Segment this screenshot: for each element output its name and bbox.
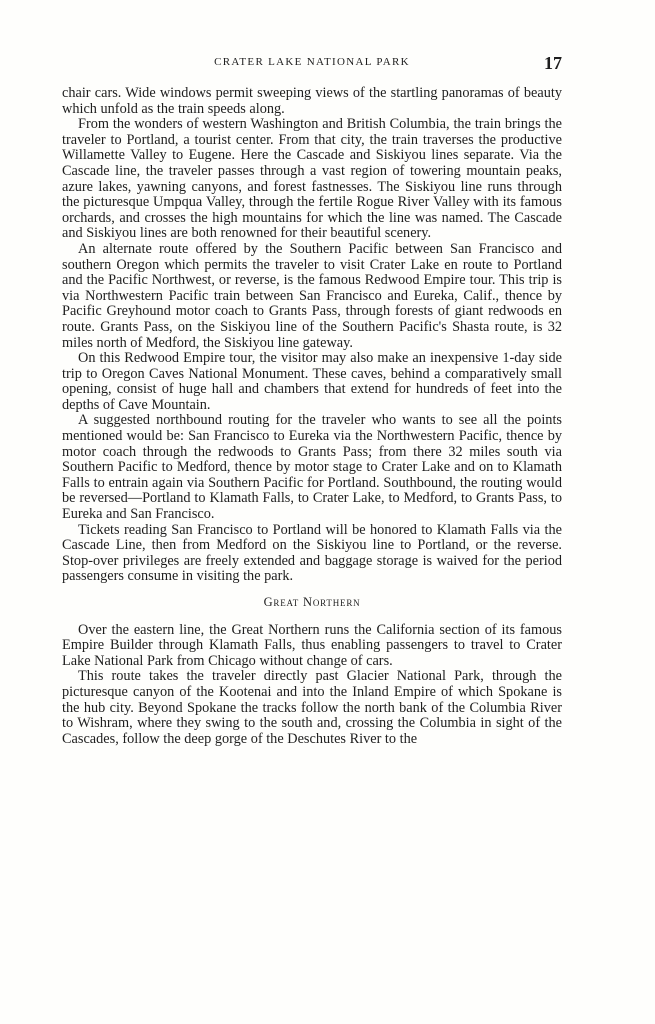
paragraph-glacier-route: This route takes the traveler directly past Glacier National Park, through the picturesque canyon of the Kootenai and into the Inland Empire of which Spokane is the hub city. Beyond Spokane the tracks follow the north bank of the Columbia River to Wishram, where they swing to the south and, crossing the Columbia in sight of the Cascades, follow the deep gorge of the Deschutes River to the bbox=[62, 668, 562, 747]
running-header bbox=[62, 53, 562, 75]
page-number: 17 bbox=[544, 53, 562, 73]
paragraph-northbound-routing: A suggested northbound routing for the traveler who wants to see all the points mentioned would be: San Francisco to Eureka via the Northwestern Pacific, thence by motor coach through the redwoods to Grants Pass; from there 32 miles south via Southern Pacific to Medford, thence by motor stage to Crater Lake and on to Klamath Falls to entrain again via Southern Pacific for Portland. Southbound, the routing would be reversed—Portland to Klamath Falls, to Crater Lake, to Medford, to Grants Pass, to Eureka and San Francisco. bbox=[62, 412, 562, 523]
paragraph-redwood-empire: An alternate route offered by the Southern Pacific between San Francisco and southern Oregon which permits the traveler to visit Crater Lake en route to Portland and the Pacific Northwest, or reverse, is the famous Redwood Empire tour. This trip is via Northwestern Pacific train between San Francisco and Eureka, Calif., thence by Pacific Greyhound motor coach to Grants Pass, through forests of giant redwoods en route. Grants Pass, on the Siskiyou line of the Southern Pacific's Shasta route, is 32 miles north of Medford, the Siskiyou line gateway. bbox=[62, 240, 562, 351]
paragraph-cascade-siskiyou: From the wonders of western Washington and British Columbia, the train brings the traveler to Portland, a tourist center. From that city, the train traverses the productive Willamette Valley to Eugene. Here the Cascade and Siskiyou lines separate. Via the Cascade line, the traveler passes through a vast region of towering mountain peaks, azure lakes, yawning canyons, and forest fastnesses. The Siskiyou line runs through the picturesque Umpqua Valley, through the fertile Rogue River Valley with its famous orchards, and crosses the high mountains for which the line was named. The Cascade and Siskiyou lines are both renowned for their beautiful scenery. bbox=[62, 116, 562, 242]
section-heading: Great Northern bbox=[263, 595, 361, 609]
paragraph-oregon-caves: On this Redwood Empire tour, the visitor may also make an inexpensive 1-day side trip to Oregon Caves National Monument. These caves, behind a comparatively small opening, consist of huge hall and chambers that extend for hundreds of feet into the depths of Cave Mountain. bbox=[62, 350, 562, 413]
paragraph-tickets: Tickets reading San Francisco to Portland will be honored to Klamath Falls via the Cascade Line, then from Medford on the Siskiyou line to Portland, or the reverse. Stop-over privileges are freely extended and baggage storage is waived for the period passengers consume in visiting the park. bbox=[62, 521, 562, 585]
running-title: CRATER LAKE NATIONAL PARK bbox=[214, 56, 410, 68]
body-text bbox=[62, 86, 562, 747]
paragraph-continuation: chair cars. Wide windows permit sweeping views of the startling panoramas of beauty which unfold as the train speeds along. bbox=[62, 85, 562, 117]
paragraph-great-northern: Over the eastern line, the Great Northern runs the California section of its famous Empire Builder through Klamath Falls, thus enabling passengers to travel to Crater Lake National Park from Chicago without change of cars. bbox=[62, 621, 562, 669]
